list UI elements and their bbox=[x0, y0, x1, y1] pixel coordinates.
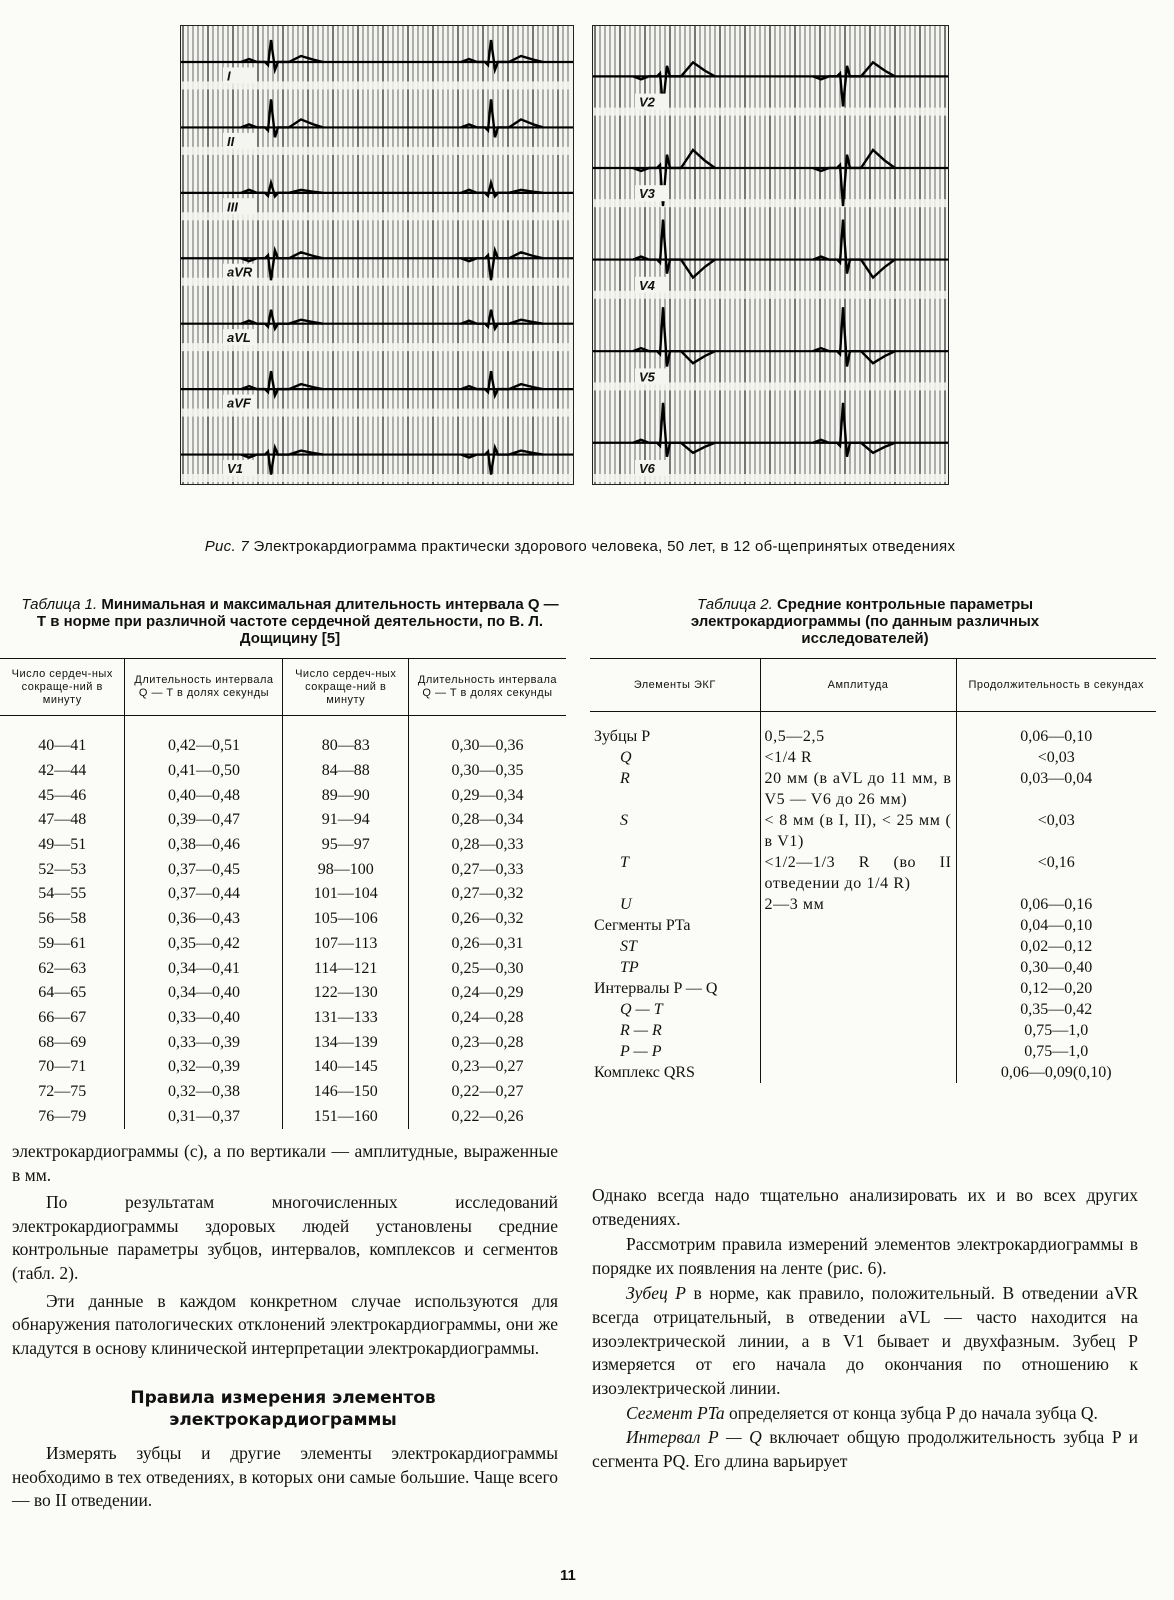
table2-cell-element: Интервалы P — Q bbox=[594, 980, 718, 997]
table-row bbox=[590, 894, 1156, 915]
table2-cell-element: Зубцы P bbox=[594, 728, 651, 745]
table-row bbox=[590, 1020, 1156, 1041]
table1-cell: 131—133 bbox=[283, 1006, 408, 1031]
table2-header-0: Элементы ЭКГ bbox=[590, 659, 760, 712]
table1-cell: 140—145 bbox=[283, 1055, 408, 1080]
table1-cell: 151—160 bbox=[283, 1104, 408, 1129]
table2-header-1: Амплитуда bbox=[760, 659, 956, 712]
table2-cell-element: Q — T bbox=[620, 1001, 663, 1018]
table2-cell-duration: 0,06—0,16 bbox=[956, 894, 1156, 915]
table-row bbox=[0, 783, 566, 808]
table1-cell: 0,35—0,42 bbox=[125, 932, 283, 957]
table1-spacer-cell bbox=[0, 716, 125, 735]
lead-label-V2: V2 bbox=[639, 94, 655, 110]
table1-cell: 59—61 bbox=[38, 934, 87, 952]
ecg-panel-limb-leads bbox=[180, 25, 574, 485]
table-row bbox=[590, 1062, 1156, 1083]
table1-label: Таблица 1. bbox=[21, 596, 98, 613]
right-paragraph-3-text: определяется от конца зубца P до начала зубца Q. bbox=[724, 1403, 1098, 1424]
table1-cell: 95—97 bbox=[283, 833, 408, 858]
table2-cell-amplitude: <1/4 R bbox=[760, 747, 956, 768]
table2-cell-element: Q bbox=[620, 749, 632, 766]
table2-cell-duration: <0,16 bbox=[956, 852, 1156, 894]
table1-cell: 0,22—0,26 bbox=[408, 1104, 566, 1129]
section-heading: Правила измерения элементов электрокардиограммы bbox=[130, 1388, 436, 1430]
table1-cell: 70—71 bbox=[38, 1058, 87, 1076]
table1-cell: 0,24—0,29 bbox=[408, 981, 566, 1006]
table2-cell-duration: 0,02—0,12 bbox=[956, 936, 1156, 957]
table-row bbox=[590, 957, 1156, 978]
table2-cell-duration: 0,30—0,40 bbox=[956, 957, 1156, 978]
lead-label-I: I bbox=[227, 68, 231, 84]
table1-cell: 0,41—0,50 bbox=[125, 759, 283, 784]
table1-cell: 0,27—0,33 bbox=[408, 857, 566, 882]
table2-title bbox=[640, 596, 1090, 647]
table2-cell-amplitude bbox=[760, 957, 956, 978]
table2-cell-duration: 0,75—1,0 bbox=[956, 1041, 1156, 1062]
table2-cell-element: R bbox=[620, 770, 630, 787]
table2-cell-amplitude bbox=[760, 1041, 956, 1062]
table2-cell-element: P — P bbox=[620, 1043, 662, 1060]
right-paragraph-2-lead: Зубец P bbox=[626, 1283, 686, 1304]
table2-cell-duration: 0,35—0,42 bbox=[956, 999, 1156, 1020]
right-paragraph-2-text: в норме, как правило, положительный. В отведении aVR всегда отрицательный, в отведении aVL — часто находится на изоэлектрической линии, а в V1 бывает и двухфазным. Зубец P измеряется от его начала до окончания по отношению к изоэлектрической линии. bbox=[592, 1283, 1138, 1398]
right-paragraph-1: Рассмотрим правила измерений элементов электрокардиограммы в порядке их появления на ленте (рис. 6). bbox=[592, 1234, 1138, 1278]
table1-cell: 0,28—0,34 bbox=[408, 808, 566, 833]
table2-cell-element: Сегменты PTa bbox=[594, 917, 691, 934]
table1-spacer bbox=[0, 716, 566, 735]
lead-label-V6: V6 bbox=[639, 461, 655, 476]
table1-cell: 54—55 bbox=[38, 885, 87, 903]
table-row bbox=[590, 978, 1156, 999]
table1-cell: 0,34—0,41 bbox=[125, 956, 283, 981]
lead-label-V1: V1 bbox=[227, 461, 243, 476]
table1-cell: 0,30—0,36 bbox=[408, 734, 566, 759]
table1-cell: 64—65 bbox=[38, 984, 87, 1002]
table2-spacer-cell bbox=[956, 712, 1156, 727]
table1-cell: 52—53 bbox=[38, 860, 87, 878]
table1-cell: 0,25—0,30 bbox=[408, 956, 566, 981]
table1-cell: 62—63 bbox=[38, 959, 87, 977]
table1-cell: 0,36—0,43 bbox=[125, 907, 283, 932]
table2-spacer-cell bbox=[760, 712, 956, 727]
table1-cell: 0,32—0,39 bbox=[125, 1055, 283, 1080]
left-paragraph-1: По результатам многочисленных исследований электрокардиограммы здоровых людей установлены средние контрольные параметры зубцов, интервалов, комплексов и сегментов (табл. 2). bbox=[12, 1192, 558, 1283]
table-row bbox=[590, 726, 1156, 747]
table1-cell: 72—75 bbox=[38, 1082, 87, 1100]
left-column-text-2 bbox=[12, 1442, 558, 1513]
table1-cell: 98—100 bbox=[283, 857, 408, 882]
table2-title-text: Средние контрольные параметры электрокардиограммы (по данным различных исследователей) bbox=[690, 596, 1040, 647]
table2-cell-element: U bbox=[620, 896, 632, 913]
table2-cell-amplitude: < 8 мм (в I, II), < 25 мм ( в V1) bbox=[760, 810, 956, 852]
table1-cell: 68—69 bbox=[38, 1033, 87, 1051]
table1-cell: 0,37—0,45 bbox=[125, 857, 283, 882]
table2-spacer-cell bbox=[590, 712, 760, 727]
lead-label-II: II bbox=[227, 133, 235, 149]
table2-cell-amplitude bbox=[760, 1020, 956, 1041]
table2-cell-amplitude: 20 мм (в aVL до 11 мм, в V5 — V6 до 26 мм) bbox=[760, 768, 956, 810]
table1-header-3: Длительность интервала Q — T в долях секунды bbox=[408, 659, 566, 716]
table1-cell: 76—79 bbox=[38, 1107, 87, 1125]
table2-header-row bbox=[590, 659, 1156, 712]
table1-cell: 66—67 bbox=[38, 1008, 87, 1026]
table1-cell: 80—83 bbox=[283, 734, 408, 759]
table1-cell: 0,37—0,44 bbox=[125, 882, 283, 907]
table-row bbox=[590, 915, 1156, 936]
table1-cell: 91—94 bbox=[283, 808, 408, 833]
ecg-right-svg bbox=[593, 26, 948, 484]
table2-header-2: Продолжительность в секундах bbox=[956, 659, 1156, 712]
table2-cell-amplitude bbox=[760, 936, 956, 957]
table1-cell: 0,42—0,51 bbox=[125, 734, 283, 759]
table1-cell: 105—106 bbox=[283, 907, 408, 932]
table-row bbox=[0, 808, 566, 833]
table-row bbox=[0, 759, 566, 784]
table1-header-row bbox=[0, 659, 566, 716]
ecg-panel-chest-leads bbox=[592, 25, 949, 485]
table1-cell: 0,26—0,31 bbox=[408, 932, 566, 957]
table-row bbox=[590, 936, 1156, 957]
lead-label-V5: V5 bbox=[639, 369, 655, 385]
table1-body bbox=[0, 716, 566, 1130]
lead-label-aVF: aVF bbox=[227, 395, 251, 411]
table2-cell-element: S bbox=[620, 812, 628, 829]
table1-header-2: Число сердеч-ных сокраще-ний в минуту bbox=[283, 659, 408, 716]
left-paragraph-3: Измерять зубцы и другие элементы электрокардиограммы необходимо в тех отведениях, в которых они самые большие. Чаще всего — во II отведении. bbox=[12, 1443, 558, 1511]
table2-body bbox=[590, 712, 1156, 1084]
table2-cell-duration: 0,12—0,20 bbox=[956, 978, 1156, 999]
table1-cell: 0,32—0,38 bbox=[125, 1080, 283, 1105]
table-row bbox=[0, 981, 566, 1006]
table-row bbox=[0, 857, 566, 882]
right-paragraph-3-lead: Сегмент PTa bbox=[626, 1403, 725, 1424]
table-row bbox=[590, 1041, 1156, 1062]
left-continuation: электрокардиограммы (с), а по вертикали — амплитудные, выраженные в мм. bbox=[12, 1141, 558, 1185]
table2 bbox=[590, 658, 1156, 1083]
table2-cell-element: TP bbox=[620, 959, 639, 976]
lead-label-aVL: aVL bbox=[227, 330, 251, 346]
table1-cell: 101—104 bbox=[283, 882, 408, 907]
lead-label-V4: V4 bbox=[639, 277, 655, 293]
table2-cell-element: R — R bbox=[620, 1022, 662, 1039]
table1-cell: 0,33—0,40 bbox=[125, 1006, 283, 1031]
table1-cell: 0,40—0,48 bbox=[125, 783, 283, 808]
right-paragraph-4-text: включает общую продолжительность зубца P и сегмента PQ. Его длина варьирует bbox=[592, 1426, 1138, 1471]
table1-cell: 146—150 bbox=[283, 1080, 408, 1105]
table1-cell: 0,29—0,34 bbox=[408, 783, 566, 808]
table2-label: Таблица 2. bbox=[696, 596, 773, 613]
table1-cell: 0,23—0,28 bbox=[408, 1030, 566, 1055]
table1-cell: 107—113 bbox=[283, 932, 408, 957]
table2-cell-amplitude: 0,5—2,5 bbox=[760, 726, 956, 747]
table2-spacer bbox=[590, 712, 1156, 727]
right-paragraph-2 bbox=[592, 1282, 1138, 1400]
table2-cell-amplitude: <1/2—1/3 R (во II отведении до 1/4 R) bbox=[760, 852, 956, 894]
lead-label-aVR: aVR bbox=[227, 264, 253, 280]
table2-cell-amplitude bbox=[760, 915, 956, 936]
table2-cell-duration: 0,75—1,0 bbox=[956, 1020, 1156, 1041]
table-row bbox=[0, 1006, 566, 1031]
table1-cell: 0,26—0,32 bbox=[408, 907, 566, 932]
table1-cell: 114—121 bbox=[283, 956, 408, 981]
table-row bbox=[0, 1055, 566, 1080]
table-row bbox=[0, 1080, 566, 1105]
table2-cell-amplitude bbox=[760, 1062, 956, 1083]
table1-cell: 0,38—0,46 bbox=[125, 833, 283, 858]
left-paragraph-2: Эти данные в каждом конкретном случае используются для обнаружения патологических отклонений электрокардиограммы, они же кладутся в основу клинической интерпретации электрокардиограммы. bbox=[12, 1290, 558, 1358]
table2-cell-element: ST bbox=[620, 938, 637, 955]
table2-cell-duration: 0,06—0,09(0,10) bbox=[956, 1062, 1156, 1083]
table-row bbox=[0, 1030, 566, 1055]
table1-cell: 122—130 bbox=[283, 981, 408, 1006]
right-paragraph-4 bbox=[592, 1426, 1138, 1473]
table1-spacer-cell bbox=[125, 716, 283, 735]
caption-prefix: Рис. 7 bbox=[204, 538, 250, 555]
table-row bbox=[0, 956, 566, 981]
table1-cell: 40—41 bbox=[38, 737, 87, 755]
right-paragraph-3 bbox=[592, 1402, 1138, 1426]
table1-cell: 0,22—0,27 bbox=[408, 1080, 566, 1105]
table-row bbox=[590, 768, 1156, 810]
table-row bbox=[0, 734, 566, 759]
table1-cell: 0,39—0,47 bbox=[125, 808, 283, 833]
left-column-text bbox=[12, 1140, 558, 1360]
table2-cell-amplitude bbox=[760, 999, 956, 1020]
table1-cell: 49—51 bbox=[38, 836, 87, 854]
table1-cell: 45—46 bbox=[38, 786, 87, 804]
table1-cell: 56—58 bbox=[38, 910, 87, 928]
table2-cell-duration: <0,03 bbox=[956, 810, 1156, 852]
table1-cell: 0,30—0,35 bbox=[408, 759, 566, 784]
table-row bbox=[0, 907, 566, 932]
table1-cell: 0,27—0,32 bbox=[408, 882, 566, 907]
table-row bbox=[590, 810, 1156, 852]
table1-cell: 0,24—0,28 bbox=[408, 1006, 566, 1031]
table1-title-text: Минимальная и максимальная длительность интервала Q — T в норме при различной частоте сердечной деятельности, по В. Л. Дощицину [5] bbox=[36, 596, 559, 647]
table2-cell-duration: 0,03—0,04 bbox=[956, 768, 1156, 810]
table-row bbox=[590, 747, 1156, 768]
table1-spacer-cell bbox=[283, 716, 408, 735]
table1-cell: 0,28—0,33 bbox=[408, 833, 566, 858]
table1-cell: 0,31—0,37 bbox=[125, 1104, 283, 1129]
table-row bbox=[0, 882, 566, 907]
caption-text: Электрокардиограмма практически здорового человека, 50 лет, в 12 об-щепринятых отведениях bbox=[253, 538, 956, 555]
table1-title bbox=[20, 596, 560, 647]
page-number: 11 bbox=[560, 1567, 576, 1584]
table2-cell-element: T bbox=[620, 854, 629, 871]
table1-cell: 134—139 bbox=[283, 1030, 408, 1055]
table1-cell: 84—88 bbox=[283, 759, 408, 784]
table2-cell-duration: <0,03 bbox=[956, 747, 1156, 768]
ecg-left-svg bbox=[181, 26, 573, 484]
right-column-text bbox=[592, 1184, 1138, 1473]
table-row bbox=[0, 833, 566, 858]
table2-cell-amplitude: 2—3 мм bbox=[760, 894, 956, 915]
table1-spacer-cell bbox=[408, 716, 566, 735]
table1-cell: 0,23—0,27 bbox=[408, 1055, 566, 1080]
table1-header-1: Длительность интервала Q — T в долях секунды bbox=[125, 659, 283, 716]
lead-label-III: III bbox=[227, 199, 238, 215]
table1-cell: 0,33—0,39 bbox=[125, 1030, 283, 1055]
table-row bbox=[0, 1104, 566, 1129]
table2-cell-element: Комплекс QRS bbox=[594, 1064, 695, 1081]
right-continuation: Однако всегда надо тщательно анализировать их и во всех других отведениях. bbox=[592, 1185, 1138, 1229]
right-paragraph-4-lead: Интервал P — Q bbox=[626, 1426, 762, 1447]
table-row bbox=[590, 852, 1156, 894]
lead-label-V3: V3 bbox=[639, 186, 655, 202]
figure-caption bbox=[200, 538, 960, 555]
table2-cell-duration: 0,04—0,10 bbox=[956, 915, 1156, 936]
table-row bbox=[590, 999, 1156, 1020]
table2-cell-amplitude bbox=[760, 978, 956, 999]
table-row bbox=[0, 932, 566, 957]
table1-cell: 47—48 bbox=[38, 811, 87, 829]
table1-cell: 42—44 bbox=[38, 762, 87, 780]
table1-cell: 89—90 bbox=[283, 783, 408, 808]
table1-cell: 0,34—0,40 bbox=[125, 981, 283, 1006]
table2-cell-duration: 0,06—0,10 bbox=[956, 726, 1156, 747]
table1 bbox=[0, 658, 566, 1129]
table1-header-0: Число сердеч-ных сокраще-ний в минуту bbox=[0, 659, 125, 716]
